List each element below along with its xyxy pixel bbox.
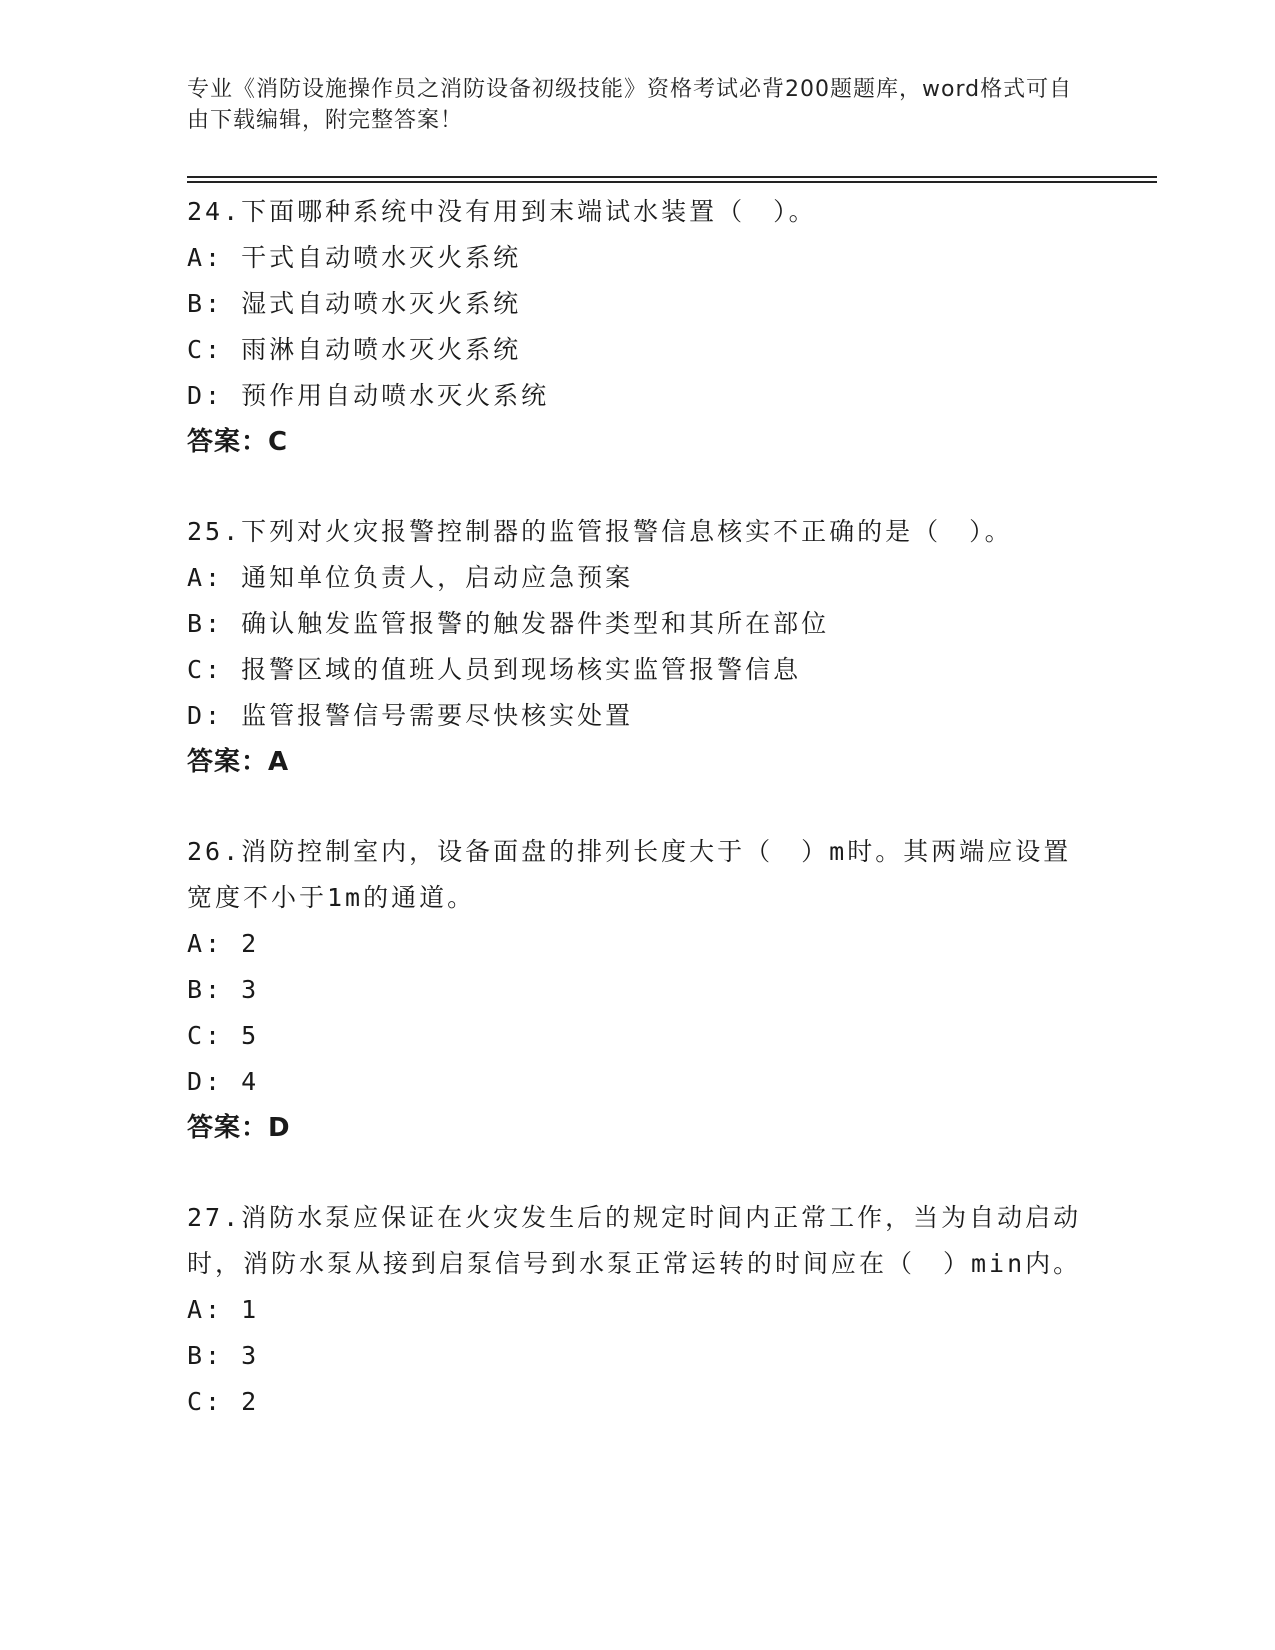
answer-line: 答案：C <box>187 427 289 457</box>
header-divider-top <box>187 176 1157 178</box>
question-27 <box>187 1195 1087 1425</box>
document-header: 专业《消防设施操作员之消防设备初级技能》资格考试必背200题题库，word格式可自由下载编辑，附完整答案！ <box>187 77 1073 133</box>
question-stem: 26.消防控制室内，设备面盘的排列长度大于（ ）m时。其两端应设置宽度不小于1m的通道。 <box>187 837 1072 912</box>
option-a: A: 1 <box>187 1295 260 1324</box>
option-c: C: 5 <box>187 1021 260 1050</box>
question-stem: 25.下列对火灾报警控制器的监管报警信息核实不正确的是（ ）。 <box>187 517 1013 546</box>
option-c: C: 雨淋自动喷水灭火系统 <box>187 335 522 364</box>
header-divider-bottom <box>187 181 1157 183</box>
answer-line: 答案：D <box>187 1113 291 1143</box>
answer-line: 答案：A <box>187 747 290 777</box>
option-b: B: 3 <box>187 975 260 1004</box>
question-24 <box>187 189 1087 465</box>
option-b: B: 湿式自动喷水灭火系统 <box>187 289 522 318</box>
option-c: C: 2 <box>187 1387 260 1416</box>
question-list <box>187 189 1087 1425</box>
option-d: D: 监管报警信号需要尽快核实处置 <box>187 701 634 730</box>
option-a: A: 2 <box>187 929 260 958</box>
question-stem: 24.下面哪种系统中没有用到末端试水装置（ ）。 <box>187 197 817 226</box>
option-b: B: 3 <box>187 1341 260 1370</box>
question-25 <box>187 509 1087 785</box>
option-c: C: 报警区域的值班人员到现场核实监管报警信息 <box>187 655 802 684</box>
option-a: A: 干式自动喷水灭火系统 <box>187 243 522 272</box>
option-a: A: 通知单位负责人，启动应急预案 <box>187 563 634 592</box>
question-stem: 27.消防水泵应保证在火灾发生后的规定时间内正常工作，当为自动启动时，消防水泵从接到启泵信号到水泵正常运转的时间应在（ ）min内。 <box>187 1203 1082 1278</box>
option-b: B: 确认触发监管报警的触发器件类型和其所在部位 <box>187 609 830 638</box>
option-d: D: 4 <box>187 1067 260 1096</box>
option-d: D: 预作用自动喷水灭火系统 <box>187 381 550 410</box>
question-26 <box>187 829 1087 1151</box>
